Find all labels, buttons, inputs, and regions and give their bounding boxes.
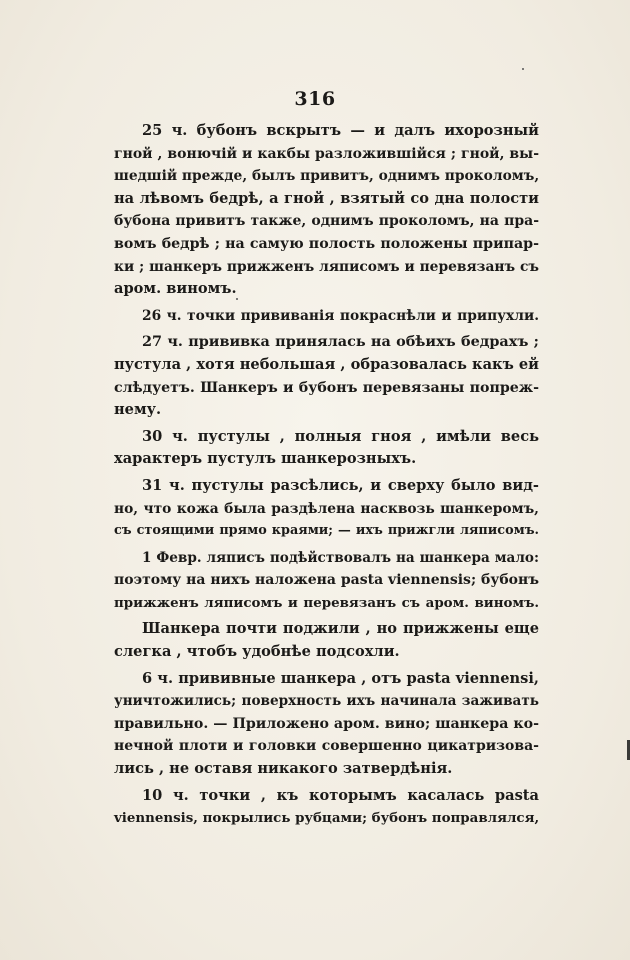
text-line: пустула , хотя небольшая , образовалась какъ ей bbox=[114, 355, 539, 373]
paragraph bbox=[114, 668, 539, 781]
page-number: 316 bbox=[294, 88, 336, 110]
ink-speck bbox=[236, 298, 238, 300]
text-line: шедшій прежде, былъ привитъ, однимъ прокoломъ, bbox=[114, 168, 540, 185]
text-line: гной , вонючій и какбы разложившійся ; гной, вы- bbox=[114, 145, 539, 162]
text-line: viennensis, покрылись рубцами; бубонъ поправлялся, bbox=[114, 810, 540, 827]
text-line: нечной плоти и головки совершенно цикатризова- bbox=[114, 738, 539, 755]
text-line: правильно. — Приложено аром. вино; шанкера ко- bbox=[114, 715, 539, 732]
text-line: лись , не оставя никакого затвердѣнія. bbox=[114, 760, 453, 778]
text-line: 31 ч. пустулы разсѣлись, и сверху было вид- bbox=[142, 476, 539, 494]
text-line: 10 ч. точки , къ которымъ касалась pasta bbox=[142, 786, 539, 804]
text-line: 30 ч. пустулы , полныя гноя , имѣли весь bbox=[142, 427, 539, 445]
text-line: аром. виномъ. bbox=[114, 280, 237, 298]
text-line: прижженъ ляписомъ и перевязанъ съ аром. виномъ. bbox=[114, 594, 539, 611]
text-line: уничтожились; поверхность ихъ начинала заживать bbox=[114, 693, 539, 710]
text-line: характеръ пустулъ шанкерозныхъ. bbox=[114, 450, 417, 468]
paragraph bbox=[114, 120, 539, 301]
text-line: поэтому на нихъ наложена pasta viennensis; бубонъ bbox=[114, 572, 539, 589]
paragraph bbox=[114, 547, 539, 615]
ink-speck bbox=[522, 68, 524, 70]
text-line: вомъ бедрѣ ; на самую полость положены припар- bbox=[114, 235, 539, 252]
text-line: слегка , чтобъ удобнѣе подсохли. bbox=[114, 643, 400, 661]
text-line: 25 ч. бубонъ вскрытъ — и далъ ихорозный bbox=[142, 122, 539, 139]
text-line: 26 ч. точки прививанія покраснѣли и припухли. bbox=[142, 307, 539, 324]
paragraph bbox=[114, 618, 539, 663]
text-line: на лѣвомъ бедрѣ, а гной , взятый со дна полости bbox=[114, 189, 539, 207]
text-line: слѣдуетъ. Шанкеръ и бубонъ перевязаны попреж- bbox=[114, 379, 539, 396]
paragraph bbox=[114, 475, 539, 543]
text-line: Шанкера почти поджили , но прижжены еще bbox=[142, 620, 539, 638]
text-line: но, что кожа была раздѣлена насквозь шанкеромъ, bbox=[114, 500, 539, 517]
body-text bbox=[114, 120, 539, 830]
text-line: 27 ч. прививка принялась на обѣихъ бедрахъ ; bbox=[142, 333, 539, 351]
paragraph bbox=[114, 426, 539, 471]
text-line: ки ; шанкеръ прижженъ ляписомъ и перевязанъ съ bbox=[114, 258, 539, 275]
text-line: 1 Февр. ляписъ подѣйствовалъ на шанкера мало: bbox=[142, 549, 539, 566]
paragraph bbox=[114, 305, 539, 328]
paragraph bbox=[114, 331, 539, 421]
text-line: нему. bbox=[114, 401, 162, 419]
text-line: 6 ч. прививные шанкера , отъ pasta viennensi, bbox=[142, 669, 539, 687]
text-line: съ стоящими прямо краями; — ихъ прижгли ляписомъ. bbox=[114, 523, 539, 539]
paragraph bbox=[114, 785, 539, 830]
text-line: бубона привитъ также, однимъ прокoломъ, на пра- bbox=[114, 213, 539, 230]
